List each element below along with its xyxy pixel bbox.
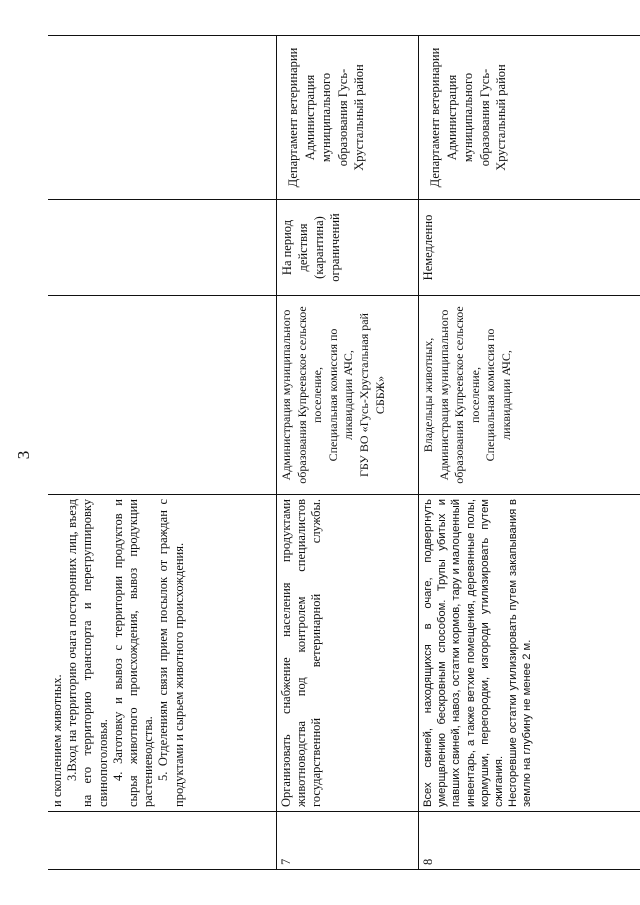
row-7-control xyxy=(277,36,418,199)
row-8-control xyxy=(419,36,640,199)
responsible-line: Специальная комиссия по ликвидации АЧС, xyxy=(483,328,513,462)
row-continuation-measure xyxy=(48,495,276,811)
deadline-text: На период действия (карантина) ограничений xyxy=(280,213,342,282)
measure-text-line: 4. Заготовку и вывоз с территории продуктов и сырья животного происхождения, вывоз продукции растениеводства. xyxy=(110,499,156,807)
row-8-deadline xyxy=(419,200,640,295)
row-8-responsible xyxy=(419,296,640,494)
measure-text-line: Всех свиней, находящихся в очаге, подвергнуть умерщвлению бескровным способом. Трупы убитых и павших свиней, навоз, остатки кормов, тару и малоценный инвентарь, а также ветхие помещения, деревянные полы, кормушки, перегородки, изгороди утилизировать путем сжигания. xyxy=(422,499,506,807)
responsible-line: Администрация муниципального образования Купреевское сельское поселение, xyxy=(279,306,325,484)
measure-text-line: Несгоревшие остатки утилизировать путем закапывания в землю на глубину не менее 2 м. xyxy=(507,499,534,807)
row-8-measure xyxy=(419,495,640,811)
deadline-text: Немедленно xyxy=(421,214,435,281)
measure-text-line: 3.Вход на территорию очага посторонних лиц, въезд на его территорию транспорта и перегруппировку свинопоголовья. xyxy=(65,499,110,807)
responsible-line: Администрация муниципального образования Купреевское сельское поселение, xyxy=(436,306,482,484)
control-text: Департамент ветеринарии Администрация муниципального образования Гусь-Хрустальный район xyxy=(428,47,508,188)
row-7-responsible xyxy=(277,296,418,494)
table-border-left xyxy=(48,869,640,870)
measure-text-line: Организовать снабжение населения продуктами животноводства под контролем специалистов государственной ветеринарной службы. xyxy=(279,499,324,807)
responsible-line: Владельцы животных, xyxy=(421,337,435,453)
row-number: 7 xyxy=(279,858,293,865)
responsible-line: Специальная комиссия по ликвидации АЧС, xyxy=(325,328,356,462)
row-7-number xyxy=(277,812,418,869)
control-text: Департамент ветеринарии Администрация муниципального образования Гусь-Хрустальный район xyxy=(286,47,366,188)
row-number: 8 xyxy=(421,858,435,865)
row-8-number xyxy=(419,812,640,869)
measure-text-line: 5. Отделениям связи прием посылок от граждан с продуктами и сырьем животного происхождения. xyxy=(156,499,186,807)
responsible-line: ГБУ ВО «Гусь-Хрустальная рай СББЖ» xyxy=(356,313,387,477)
page-number: 3 xyxy=(14,450,33,460)
measure-text-line: и скоплением животных. xyxy=(50,674,64,807)
row-7-deadline xyxy=(277,200,418,295)
row-7-measure xyxy=(277,495,418,811)
